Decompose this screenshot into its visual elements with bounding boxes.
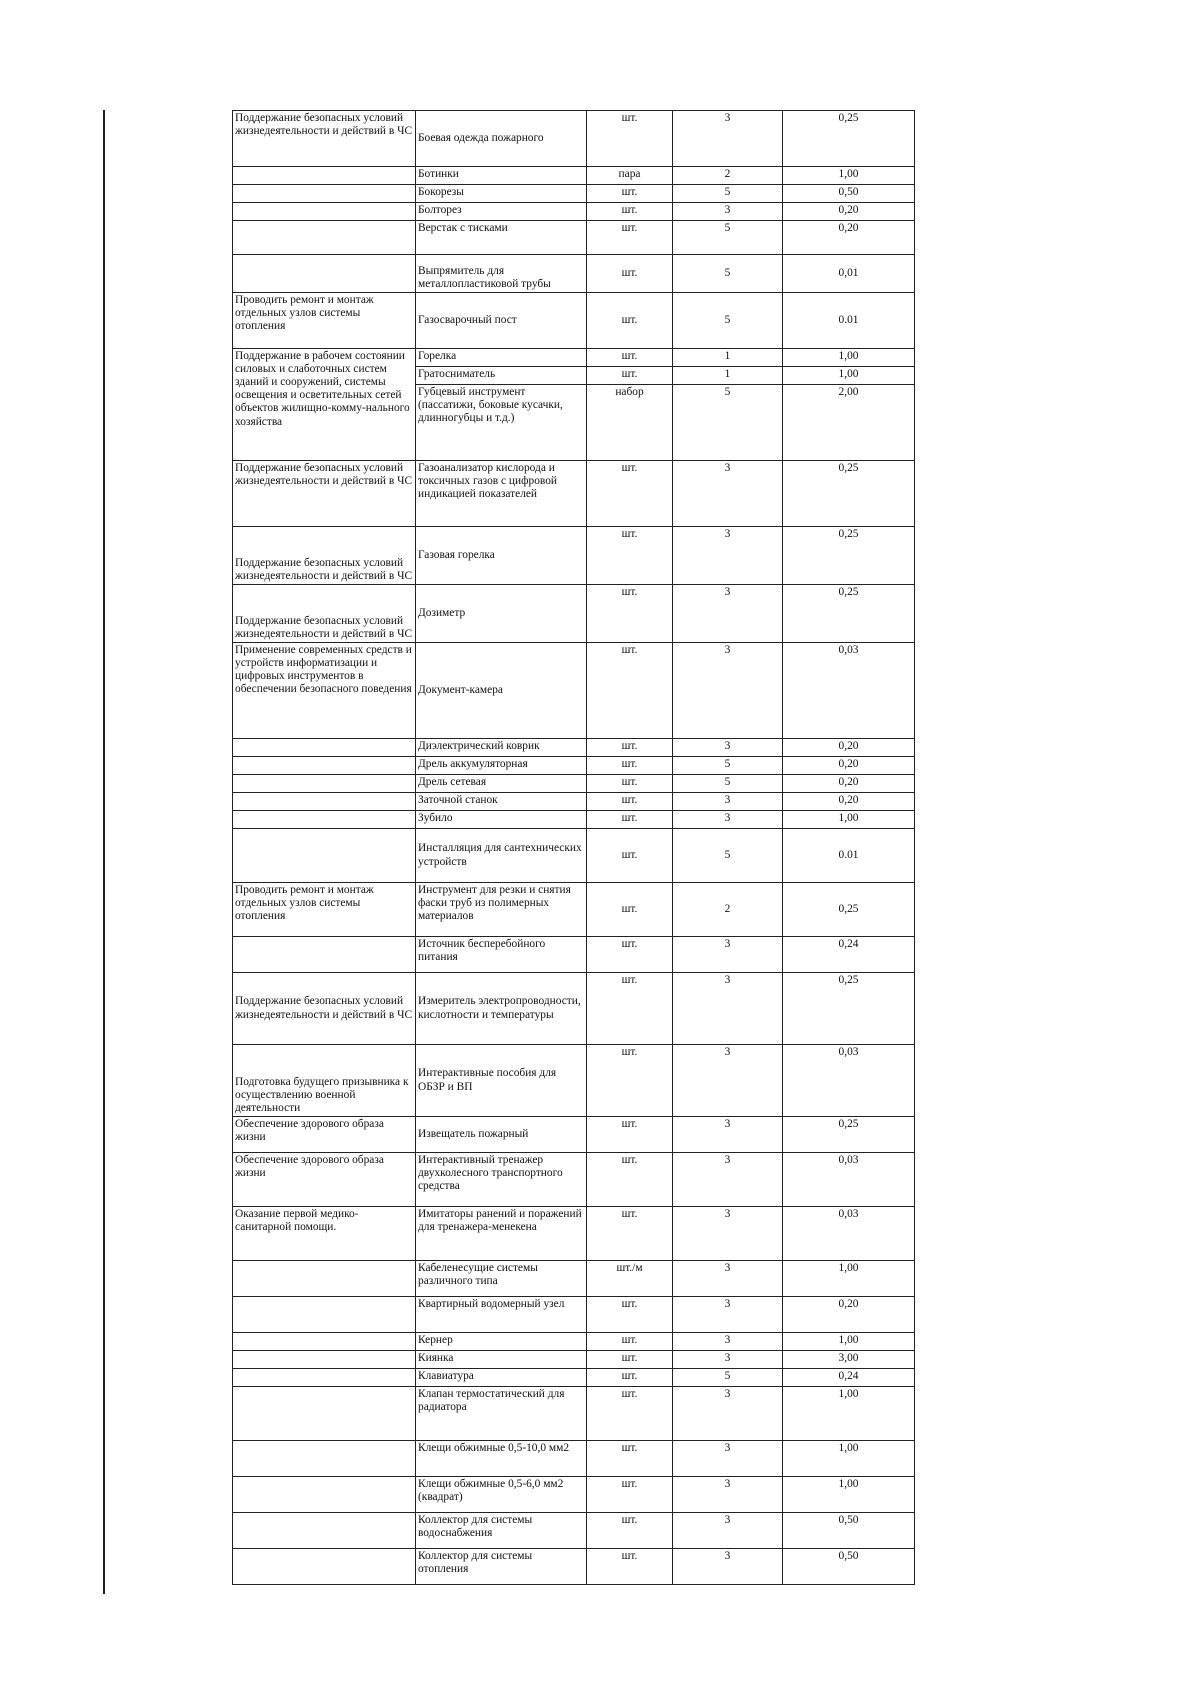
norm-cell: 0,20	[783, 775, 915, 793]
quantity-cell: 3	[673, 1153, 783, 1207]
quantity-cell: 3	[673, 527, 783, 585]
table-row	[233, 255, 915, 293]
table-row	[233, 829, 915, 883]
function-cell	[233, 1513, 416, 1549]
function-cell	[233, 1351, 416, 1369]
unit-cell: шт.	[587, 367, 673, 385]
equipment-name-cell: Коллектор для системы отопления	[416, 1549, 587, 1585]
unit-cell: шт.	[587, 1117, 673, 1153]
table-row	[233, 1441, 915, 1477]
equipment-name-cell: Ботинки	[416, 167, 587, 185]
norm-cell: 0.01	[783, 293, 915, 349]
norm-cell: 0,25	[783, 973, 915, 1045]
norm-cell: 1,00	[783, 349, 915, 367]
norm-cell: 1,00	[783, 367, 915, 385]
equipment-name-cell: Губцевый инструмент (пассатижи, боковые кусачки, длинногубцы и т.д.)	[416, 385, 587, 461]
equipment-name-cell: Дрель сетевая	[416, 775, 587, 793]
function-cell: Поддержание безопасных условий жизнедеятельности и действий в ЧС	[233, 527, 416, 585]
quantity-cell: 3	[673, 203, 783, 221]
norm-cell: 1,00	[783, 1477, 915, 1513]
quantity-cell: 3	[673, 1351, 783, 1369]
function-cell	[233, 775, 416, 793]
equipment-name-cell: Выпрямитель для металлопластиковой трубы	[416, 255, 587, 293]
quantity-cell: 3	[673, 461, 783, 527]
function-cell	[233, 185, 416, 203]
equipment-name-cell: Горелка	[416, 349, 587, 367]
table-row	[233, 757, 915, 775]
norm-cell: 1,00	[783, 167, 915, 185]
table-row	[233, 461, 915, 527]
function-cell: Проводить ремонт и монтаж отдельных узлов системы отопления	[233, 883, 416, 937]
function-cell	[233, 221, 416, 255]
unit-cell: шт.	[587, 1045, 673, 1117]
table-row	[233, 1513, 915, 1549]
unit-cell: шт.	[587, 111, 673, 167]
norm-cell: 0,03	[783, 1045, 915, 1117]
table-row	[233, 1117, 915, 1153]
equipment-name-cell: Источник бесперебойного питания	[416, 937, 587, 973]
table-row	[233, 167, 915, 185]
unit-cell: пара	[587, 167, 673, 185]
quantity-cell: 3	[673, 973, 783, 1045]
table-row	[233, 1207, 915, 1261]
quantity-cell: 3	[673, 1297, 783, 1333]
norm-cell: 0,25	[783, 883, 915, 937]
equipment-name-cell: Клавиатура	[416, 1369, 587, 1387]
norm-cell: 0,25	[783, 461, 915, 527]
norm-cell: 0,20	[783, 739, 915, 757]
function-cell: Поддержание безопасных условий жизнедеятельности и действий в ЧС	[233, 461, 416, 527]
norm-cell: 0,25	[783, 1117, 915, 1153]
table-row	[233, 1045, 915, 1117]
function-cell	[233, 1297, 416, 1333]
unit-cell: шт.	[587, 585, 673, 643]
unit-cell: шт.	[587, 1441, 673, 1477]
table-row	[233, 775, 915, 793]
table-row	[233, 973, 915, 1045]
table-row	[233, 527, 915, 585]
equipment-name-cell: Верстак с тисками	[416, 221, 587, 255]
unit-cell: шт.	[587, 643, 673, 739]
norm-cell: 0,20	[783, 203, 915, 221]
unit-cell: шт.	[587, 349, 673, 367]
unit-cell: шт.	[587, 1549, 673, 1585]
quantity-cell: 5	[673, 775, 783, 793]
norm-cell: 0,03	[783, 643, 915, 739]
equipment-name-cell: Газовая горелка	[416, 527, 587, 585]
function-cell	[233, 811, 416, 829]
function-cell	[233, 829, 416, 883]
unit-cell: шт.	[587, 293, 673, 349]
unit-cell: шт.	[587, 811, 673, 829]
quantity-cell: 5	[673, 1369, 783, 1387]
quantity-cell: 3	[673, 811, 783, 829]
equipment-name-cell: Дозиметр	[416, 585, 587, 643]
table-row	[233, 1297, 915, 1333]
equipment-name-cell: Интерактивный тренажер двухколесного транспортного средства	[416, 1153, 587, 1207]
unit-cell: шт.	[587, 973, 673, 1045]
quantity-cell: 3	[673, 1387, 783, 1441]
function-cell	[233, 1261, 416, 1297]
function-cell: Обеспечение здорового образа жизни	[233, 1117, 416, 1153]
unit-cell: шт.	[587, 739, 673, 757]
function-cell: Поддержание в рабочем состоянии силовых и слаботочных систем зданий и сооружений, системы освещения и осветительных сетей объектов жилищно-комму-нального хозяйства	[233, 349, 416, 461]
unit-cell: шт.	[587, 1153, 673, 1207]
function-cell	[233, 1369, 416, 1387]
table-row	[233, 203, 915, 221]
equipment-name-cell: Гратосниматель	[416, 367, 587, 385]
function-cell	[233, 1333, 416, 1351]
equipment-name-cell: Диэлектрический коврик	[416, 739, 587, 757]
norm-cell: 0,03	[783, 1153, 915, 1207]
equipment-name-cell: Болторез	[416, 203, 587, 221]
quantity-cell: 5	[673, 185, 783, 203]
norm-cell: 0,20	[783, 793, 915, 811]
norm-cell: 0,20	[783, 1297, 915, 1333]
table-row	[233, 1333, 915, 1351]
function-cell: Подготовка будущего призывника к осуществлению военной деятельности	[233, 1045, 416, 1117]
norm-cell: 1,00	[783, 1333, 915, 1351]
equipment-name-cell: Дрель аккумуляторная	[416, 757, 587, 775]
function-cell	[233, 1441, 416, 1477]
table-row	[233, 811, 915, 829]
equipment-name-cell: Извещатель пожарный	[416, 1117, 587, 1153]
function-cell: Оказание первой медико-санитарной помощи.	[233, 1207, 416, 1261]
norm-cell: 0,03	[783, 1207, 915, 1261]
table-row	[233, 585, 915, 643]
quantity-cell: 5	[673, 757, 783, 775]
norm-cell: 2,00	[783, 385, 915, 461]
equipment-name-cell: Клещи обжимные 0,5-6,0 мм2 (квадрат)	[416, 1477, 587, 1513]
quantity-cell: 3	[673, 111, 783, 167]
equipment-name-cell: Клапан термостатический для радиатора	[416, 1387, 587, 1441]
norm-cell: 0,01	[783, 255, 915, 293]
function-cell: Обеспечение здорового образа жизни	[233, 1153, 416, 1207]
table-row	[233, 793, 915, 811]
quantity-cell: 3	[673, 1549, 783, 1585]
quantity-cell: 5	[673, 293, 783, 349]
function-cell: Поддержание безопасных условий жизнедеятельности и действий в ЧС	[233, 973, 416, 1045]
quantity-cell: 3	[673, 1207, 783, 1261]
equipment-name-cell: Заточной станок	[416, 793, 587, 811]
unit-cell: шт.	[587, 1369, 673, 1387]
equipment-name-cell: Квартирный водомерный узел	[416, 1297, 587, 1333]
quantity-cell: 3	[673, 1261, 783, 1297]
unit-cell: шт.	[587, 1351, 673, 1369]
function-cell	[233, 1549, 416, 1585]
norm-cell: 0,25	[783, 585, 915, 643]
quantity-cell: 5	[673, 221, 783, 255]
table-row	[233, 1477, 915, 1513]
function-cell	[233, 937, 416, 973]
function-cell: Поддержание безопасных условий жизнедеятельности и действий в ЧС	[233, 111, 416, 167]
table-row	[233, 349, 915, 367]
table-row	[233, 883, 915, 937]
norm-cell: 1,00	[783, 1441, 915, 1477]
table-row	[233, 293, 915, 349]
function-cell	[233, 167, 416, 185]
quantity-cell: 2	[673, 167, 783, 185]
table-row	[233, 1369, 915, 1387]
norm-cell: 0,50	[783, 1549, 915, 1585]
unit-cell: шт.	[587, 883, 673, 937]
norm-cell: 0,50	[783, 185, 915, 203]
unit-cell: шт.	[587, 829, 673, 883]
unit-cell: шт.	[587, 255, 673, 293]
quantity-cell: 5	[673, 255, 783, 293]
quantity-cell: 3	[673, 793, 783, 811]
quantity-cell: 3	[673, 585, 783, 643]
unit-cell: шт.	[587, 461, 673, 527]
function-cell	[233, 255, 416, 293]
function-cell	[233, 757, 416, 775]
function-cell	[233, 203, 416, 221]
unit-cell: набор	[587, 385, 673, 461]
unit-cell: шт.	[587, 1333, 673, 1351]
equipment-name-cell: Инсталляция для сантехнических устройств	[416, 829, 587, 883]
equipment-table	[232, 110, 915, 1585]
equipment-table-body	[233, 111, 915, 1585]
function-cell	[233, 793, 416, 811]
equipment-name-cell: Документ-камера	[416, 643, 587, 739]
table-row	[233, 111, 915, 167]
unit-cell: шт.	[587, 1297, 673, 1333]
unit-cell: шт.	[587, 757, 673, 775]
function-cell: Поддержание безопасных условий жизнедеятельности и действий в ЧС	[233, 585, 416, 643]
unit-cell: шт.	[587, 185, 673, 203]
quantity-cell: 3	[673, 739, 783, 757]
equipment-name-cell: Коллектор для системы водоснабжения	[416, 1513, 587, 1549]
unit-cell: шт.	[587, 221, 673, 255]
unit-cell: шт.	[587, 1207, 673, 1261]
equipment-name-cell: Кернер	[416, 1333, 587, 1351]
quantity-cell: 3	[673, 643, 783, 739]
quantity-cell: 3	[673, 1333, 783, 1351]
left-margin-rule	[103, 110, 105, 1594]
quantity-cell: 1	[673, 349, 783, 367]
unit-cell: шт.	[587, 937, 673, 973]
table-row	[233, 937, 915, 973]
table-row	[233, 185, 915, 203]
norm-cell: 0,24	[783, 1369, 915, 1387]
unit-cell: шт.	[587, 775, 673, 793]
norm-cell: 0,20	[783, 221, 915, 255]
function-cell	[233, 739, 416, 757]
table-row	[233, 1351, 915, 1369]
equipment-name-cell: Боевая одежда пожарного	[416, 111, 587, 167]
norm-cell: 0,50	[783, 1513, 915, 1549]
quantity-cell: 1	[673, 367, 783, 385]
norm-cell: 0,25	[783, 527, 915, 585]
equipment-name-cell: Интерактивные пособия для ОБЗР и ВП	[416, 1045, 587, 1117]
function-cell	[233, 1387, 416, 1441]
norm-cell: 1,00	[783, 1261, 915, 1297]
quantity-cell: 3	[673, 1117, 783, 1153]
unit-cell: шт.	[587, 203, 673, 221]
quantity-cell: 3	[673, 1477, 783, 1513]
function-cell: Проводить ремонт и монтаж отдельных узлов системы отопления	[233, 293, 416, 349]
equipment-name-cell: Газоанализатор кислорода и токсичных газов с цифровой индикацией показателей	[416, 461, 587, 527]
norm-cell: 1,00	[783, 1387, 915, 1441]
equipment-name-cell: Инструмент для резки и снятия фаски труб из полимерных материалов	[416, 883, 587, 937]
norm-cell: 0,25	[783, 111, 915, 167]
equipment-name-cell: Кабеленесущие системы различного типа	[416, 1261, 587, 1297]
table-row	[233, 643, 915, 739]
table-row	[233, 221, 915, 255]
unit-cell: шт.	[587, 793, 673, 811]
quantity-cell: 3	[673, 1045, 783, 1117]
table-row	[233, 739, 915, 757]
equipment-name-cell: Измеритель электропроводности, кислотности и температуры	[416, 973, 587, 1045]
norm-cell: 1,00	[783, 811, 915, 829]
quantity-cell: 3	[673, 1513, 783, 1549]
equipment-name-cell: Зубило	[416, 811, 587, 829]
equipment-name-cell: Газосварочный пост	[416, 293, 587, 349]
quantity-cell: 5	[673, 385, 783, 461]
equipment-name-cell: Клещи обжимные 0,5-10,0 мм2	[416, 1441, 587, 1477]
quantity-cell: 3	[673, 1441, 783, 1477]
norm-cell: 0.01	[783, 829, 915, 883]
equipment-name-cell: Киянка	[416, 1351, 587, 1369]
table-row	[233, 1549, 915, 1585]
unit-cell: шт./м	[587, 1261, 673, 1297]
equipment-name-cell: Имитаторы ранений и поражений для тренажера-менекена	[416, 1207, 587, 1261]
norm-cell: 3,00	[783, 1351, 915, 1369]
table-row	[233, 1153, 915, 1207]
function-cell: Применение современных средств и устройств информатизации и цифровых инструментов в обеспечении безопасного поведения	[233, 643, 416, 739]
unit-cell: шт.	[587, 1477, 673, 1513]
unit-cell: шт.	[587, 1387, 673, 1441]
unit-cell: шт.	[587, 1513, 673, 1549]
quantity-cell: 3	[673, 937, 783, 973]
unit-cell: шт.	[587, 527, 673, 585]
equipment-name-cell: Бокорезы	[416, 185, 587, 203]
norm-cell: 0,24	[783, 937, 915, 973]
norm-cell: 0,20	[783, 757, 915, 775]
quantity-cell: 2	[673, 883, 783, 937]
function-cell	[233, 1477, 416, 1513]
table-row	[233, 1261, 915, 1297]
table-row	[233, 1387, 915, 1441]
quantity-cell: 5	[673, 829, 783, 883]
